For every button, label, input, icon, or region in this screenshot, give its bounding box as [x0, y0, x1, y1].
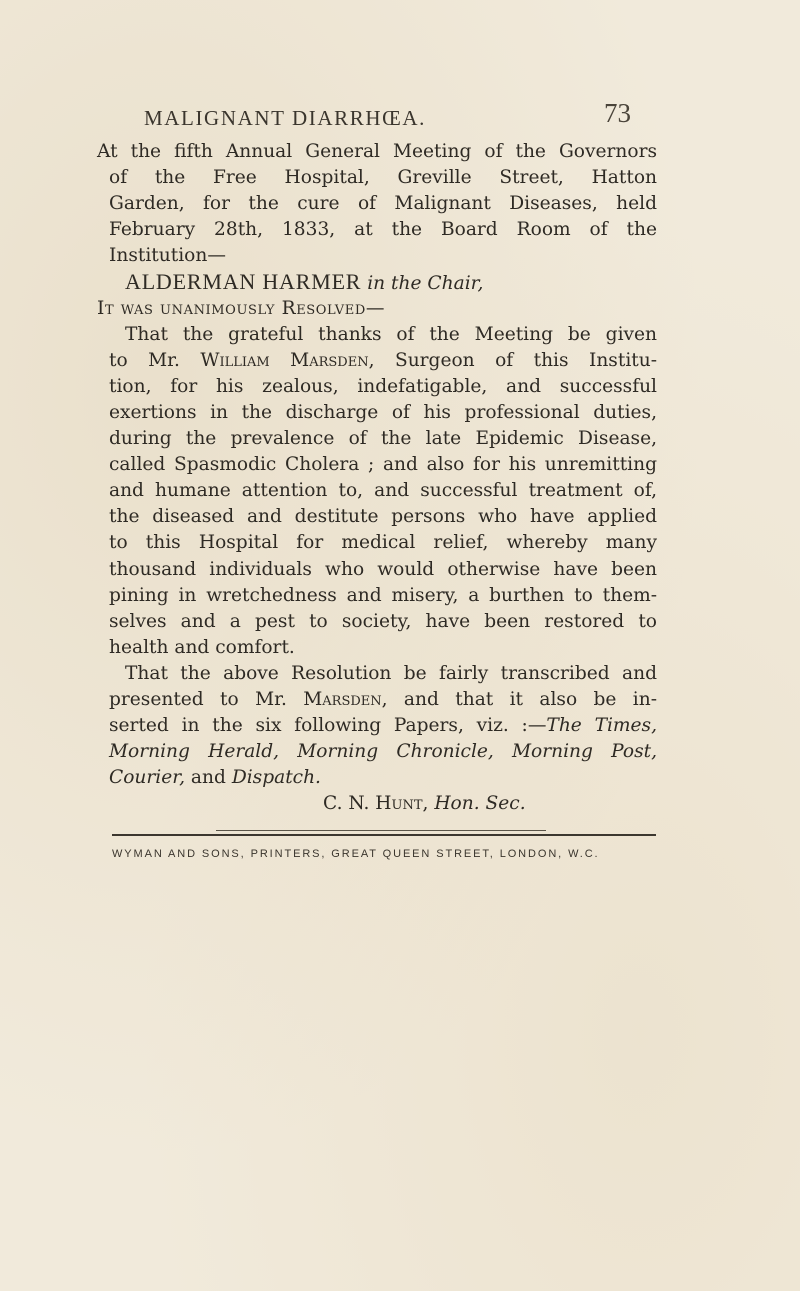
intro-line: February 28th, 1833, at the Board Room of the: [109, 219, 657, 241]
resolved-heading: It was unanimously Resolved—: [97, 297, 386, 319]
chair-suffix: in the Chair,: [367, 273, 484, 295]
newspaper-name: Courier,: [109, 767, 185, 789]
resolution1-line: tion, for his zealous, indefatigable, and successful: [109, 375, 657, 397]
honoree-name: William Marsden,: [200, 349, 375, 371]
resolution1-text: to Mr.: [109, 349, 180, 371]
newspaper-name: The Times,: [546, 715, 657, 737]
resolution1-line: pining in wretchedness and misery, a burthen to them-: [109, 584, 657, 606]
resolution1-line: during the prevalence of the late Epidemic Disease,: [109, 428, 657, 450]
footer-rule-thin: [216, 830, 546, 831]
resolution2-line: Morning Herald, Morning Chronicle, Morning Post,: [109, 741, 657, 763]
running-head: MALIGNANT DIARRHŒA.: [144, 106, 427, 130]
resolution2-text: and that it also be in-: [403, 688, 657, 710]
resolution2-line: [97, 765, 657, 791]
resolution1-line: [97, 348, 657, 374]
page-number: 73: [604, 98, 631, 128]
resolution2-line: [97, 713, 657, 739]
resolved-line: [97, 296, 657, 322]
newspaper-name: Dispatch.: [231, 767, 321, 789]
resolution1-text: Surgeon of this Institu-: [394, 349, 657, 371]
chair-line: [97, 269, 657, 295]
resolution1-line: the diseased and destitute persons who have applied: [109, 506, 657, 528]
body-text: [97, 139, 657, 817]
resolution1-line: called Spasmodic Cholera ; and also for his unremitting: [109, 454, 657, 476]
resolution1-line: to this Hospital for medical relief, whereby many: [109, 532, 657, 554]
signatory-title: Hon. Sec.: [434, 793, 526, 815]
chair-name: ALDERMAN HARMER: [125, 269, 362, 295]
footer-rule-thick: [112, 834, 656, 836]
signature-line: [97, 791, 657, 817]
resolution2-text: and: [190, 767, 226, 789]
resolution1-line: selves and a pest to society, have been restored to: [109, 610, 657, 632]
resolution2-line: That the above Resolution be fairly transcribed and: [125, 662, 657, 684]
intro-line: Institution—: [109, 245, 226, 267]
resolution1-line: exertions in the discharge of his professional duties,: [109, 401, 657, 423]
printer-imprint: WYMAN AND SONS, PRINTERS, GREAT QUEEN STREET, LONDON, W.C.: [112, 848, 600, 860]
resolution1-line: That the grateful thanks of the Meeting be given: [125, 323, 657, 345]
resolution2-line: [97, 687, 657, 713]
intro-line: of the Free Hospital, Greville Street, Hatton: [109, 167, 657, 189]
resolution2-text: serted in the six following Papers, viz. :—: [109, 715, 547, 737]
honoree-name: Marsden,: [303, 688, 388, 710]
resolution1-line: health and comfort.: [109, 636, 295, 658]
resolution2-text: presented to Mr.: [109, 688, 287, 710]
resolution1-line: and humane attention to, and successful treatment of,: [109, 480, 657, 502]
signatory-name: C. N. Hunt,: [323, 793, 429, 815]
resolution1-line: thousand individuals who would otherwise have been: [109, 558, 657, 580]
intro-line: Garden, for the cure of Malignant Diseases, held: [109, 193, 657, 215]
intro-line: At the fifth Annual General Meeting of the Governors: [97, 141, 657, 162]
